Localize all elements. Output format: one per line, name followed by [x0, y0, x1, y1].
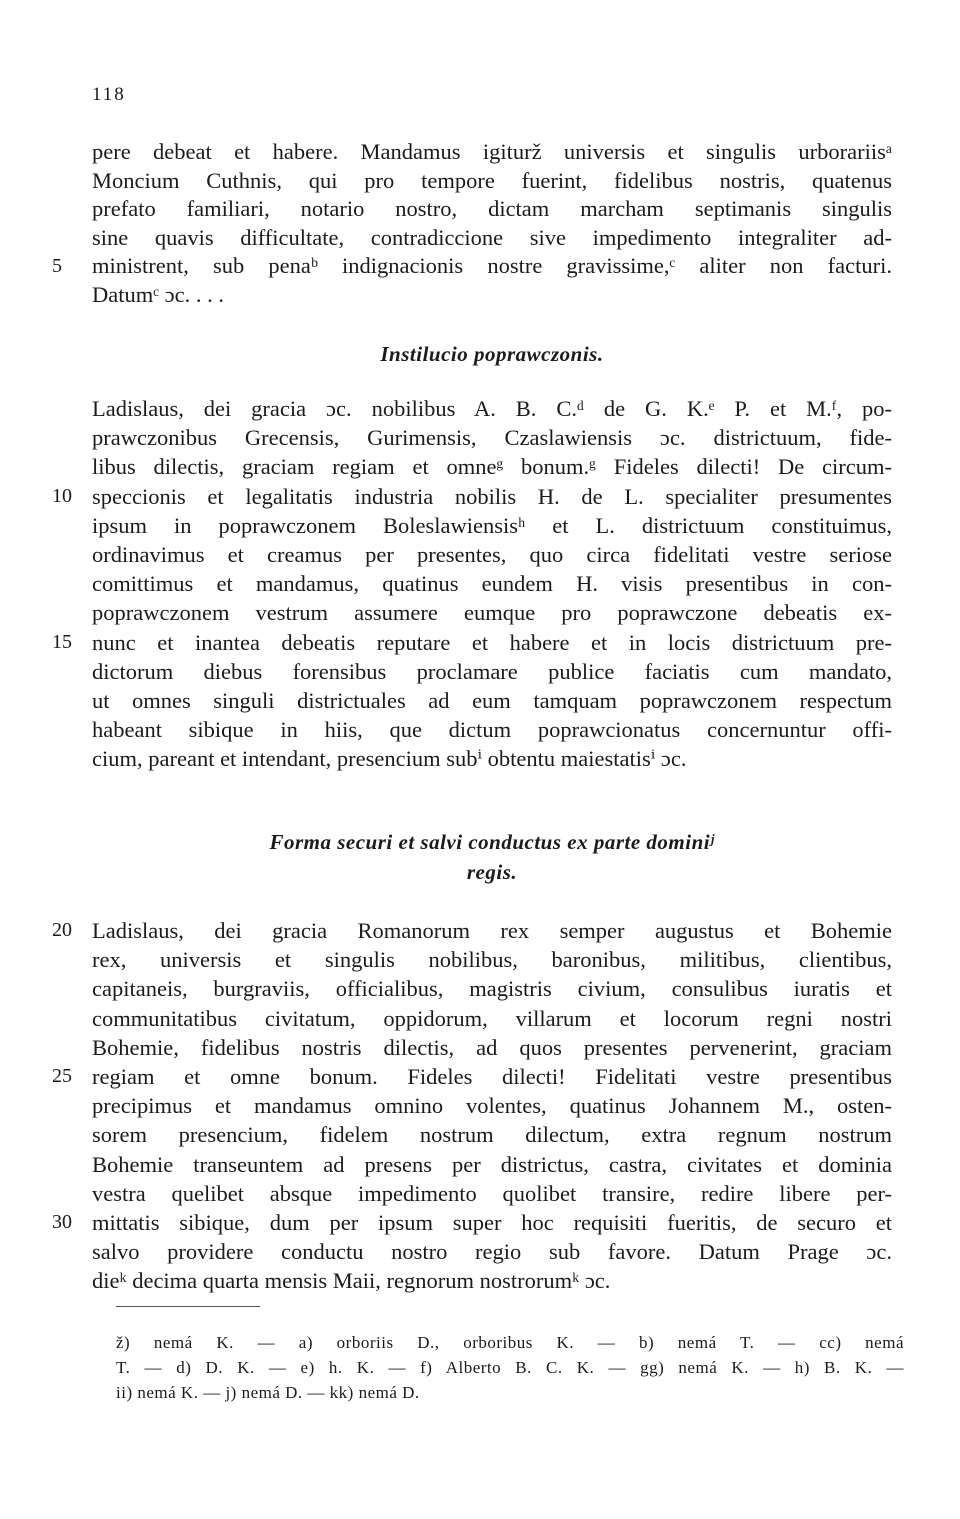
line-text: capitaneis, burgraviis, officialibus, magistris civium, consulibus iuratis et — [92, 976, 892, 1002]
line-text: vestra quelibet absque impedimento quolibet transire, redire libere per- — [92, 1180, 892, 1206]
line-number: 30 — [52, 1210, 72, 1233]
text-line — [92, 1150, 892, 1179]
text-line — [92, 167, 892, 196]
line-text: Moncium Cuthnis, qui pro tempore fuerint, fidelibus nostris, quatenus — [92, 167, 892, 193]
section-heading-forma-line1: Forma securi et salvi conductus ex parte dominiʲ — [269, 830, 715, 854]
text-line — [92, 224, 892, 253]
text-line — [92, 1091, 892, 1120]
text-line — [92, 1120, 892, 1149]
line-text: comittimus et mandamus, quatinus eundem H. visis presentibus in con- — [92, 571, 892, 597]
text-line — [92, 1033, 892, 1062]
text-line — [92, 657, 892, 686]
section-heading-forma-line2: regis. — [466, 860, 518, 884]
paragraph-mandate-end — [52, 138, 892, 309]
line-text: pere debeat et habere. Mandamus igiturž universis et singulis urborariisᵃ — [92, 139, 892, 164]
text-line — [92, 1179, 892, 1208]
footnote-line: ii) nemá K. — j) nemá D. — kk) nemá D. — [116, 1383, 420, 1402]
line-text: communitatibus civitatum, oppidorum, villarum et locorum regni nostri — [92, 1005, 892, 1031]
line-text: habeant sibique in hiis, que dictum poprawcionatus concernuntur offi- — [92, 717, 892, 743]
line-text: sorem presencium, fidelem nostrum dilectum, extra regnum nostrum — [92, 1122, 892, 1148]
line-text: ipsum in poprawczonem Boleslawiensisʰ et L. districtuum constituimus, — [92, 512, 892, 538]
page-number: 118 — [92, 84, 126, 105]
text-line — [92, 423, 892, 452]
text-line — [52, 1062, 892, 1091]
line-number: 20 — [52, 919, 72, 941]
text-line — [52, 628, 892, 657]
text-line — [92, 974, 892, 1003]
paragraph-forma — [52, 916, 892, 1295]
line-text: sine quavis difficultate, contradiccione sive impedimento integraliter ad- — [92, 224, 892, 250]
line-text: mittatis sibique, dum per ipsum super hoc requisiti fueritis, de securo et — [92, 1209, 892, 1235]
paragraph-instilucio — [52, 394, 892, 773]
line-number: 5 — [52, 255, 62, 277]
line-text: ut omnes singuli districtuales ad eum tamquam poprawczonem respectum — [92, 687, 892, 713]
line-text: prawczonibus Grecensis, Gurimensis, Czaslawiensis ɔc. districtuum, fide- — [92, 425, 892, 451]
footnote-line: ž) nemá K. — a) orboriis D., orboribus K. — b) nemá T. — cc) nemá — [116, 1333, 904, 1352]
text-line — [92, 540, 892, 569]
text-line — [92, 452, 892, 481]
line-text: dieᵏ decima quarta mensis Maii, regnorum nostrorumᵏ ɔc. — [92, 1268, 611, 1294]
text-line — [52, 1208, 892, 1237]
text-line — [92, 598, 892, 627]
line-text: ordinavimus et creamus per presentes, quo circa fidelitati vestre seriose — [92, 541, 892, 567]
line-text: prefato familiari, notario nostro, dictam marcham septimanis singulis — [92, 196, 892, 221]
text-line — [92, 744, 892, 773]
line-number: 25 — [52, 1064, 72, 1087]
text-line — [92, 1266, 892, 1295]
line-text: Ladislaus, dei gracia Romanorum rex semper augustus et Bohemie — [92, 918, 892, 943]
text-line — [92, 195, 892, 224]
line-text: Ladislaus, dei gracia ɔc. nobilibus A. B. C.ᵈ de G. K.ᵉ P. et M.ᶠ, po- — [92, 396, 892, 421]
text-line — [52, 916, 892, 945]
line-text: ministrent, sub penaᵇ indignacionis nostre gravissime,ᶜ aliter non facturi. — [92, 253, 892, 278]
line-text: Datumᶜ ɔc. . . . — [92, 281, 224, 307]
line-text: dictorum diebus forensibus proclamare publice faciatis cum mandato, — [92, 658, 892, 684]
line-text: precipimus et mandamus omnino volentes, quatinus Johannem M., osten- — [92, 1093, 892, 1119]
line-text: nunc et inantea debeatis reputare et habere et in locis districtuum pre- — [92, 629, 892, 655]
text-line — [92, 511, 892, 540]
text-line — [92, 1237, 892, 1266]
line-text: cium, pareant et intendant, presencium subⁱ obtentu maiestatisⁱ ɔc. — [92, 746, 687, 772]
section-heading-instilucio: Instilucio poprawczonis. — [380, 342, 604, 366]
text-line — [92, 394, 892, 423]
line-number: 15 — [52, 630, 72, 653]
text-line — [92, 715, 892, 744]
text-line — [92, 138, 892, 167]
line-text: regiam et omne bonum. Fideles dilecti! Fidelitati vestre presentibus — [92, 1063, 892, 1089]
text-line — [92, 686, 892, 715]
text-line — [52, 482, 892, 511]
line-text: rex, universis et singulis nobilibus, baronibus, militibus, clientibus, — [92, 947, 892, 973]
text-line — [92, 281, 892, 310]
line-text: salvo providere conductu nostro regio sub favore. Datum Prage ɔc. — [92, 1239, 892, 1265]
line-text: Bohemie, fidelibus nostris dilectis, ad quos presentes pervenerint, graciam — [92, 1034, 892, 1060]
footnote-line: T. — d) D. K. — e) h. K. — f) Alberto B. C. K. — gg) nemá K. — h) B. K. — — [116, 1358, 904, 1377]
line-text: poprawczonem vestrum assumere eumque pro poprawczone debeatis ex- — [92, 600, 892, 626]
text-line — [92, 1004, 892, 1033]
footnotes — [116, 1330, 904, 1405]
line-text: libus dilectis, graciam regiam et omneᵍ bonum.ᵍ Fideles dilecti! De circum- — [92, 454, 892, 480]
footnote-rule — [116, 1306, 260, 1307]
line-number: 10 — [52, 484, 72, 507]
text-line — [92, 945, 892, 974]
line-text: Bohemie transeuntem ad presens per districtus, castra, civitates et dominia — [92, 1151, 892, 1177]
text-line — [92, 569, 892, 598]
line-text: speccionis et legalitatis industria nobilis H. de L. specialiter presumentes — [92, 483, 892, 509]
text-line — [52, 252, 892, 281]
